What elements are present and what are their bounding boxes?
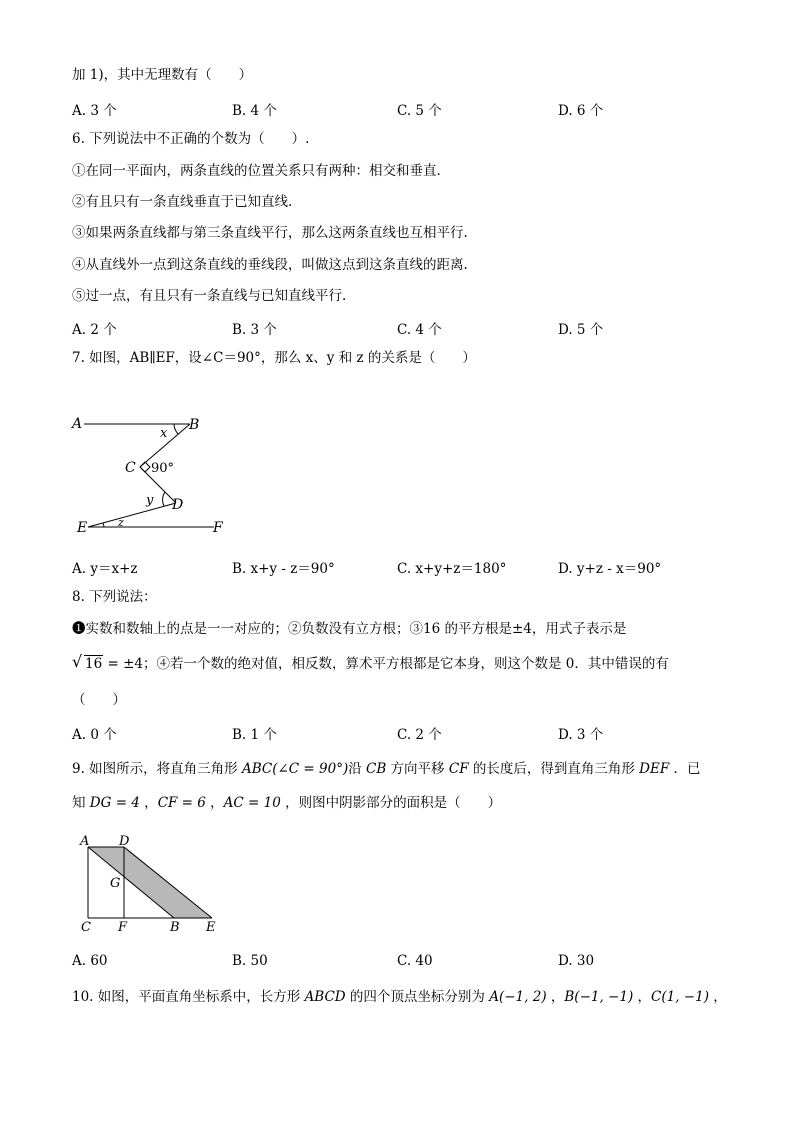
q9-math-angle: (∠C = 90°)	[272, 761, 349, 777]
angle-x-arc	[174, 424, 178, 434]
q9-option-b: B. 50	[232, 953, 268, 969]
q6-option-c: C. 4 个	[397, 322, 442, 338]
q9-option-c: C. 40	[397, 953, 433, 969]
label-angle-90: 90°	[151, 461, 175, 476]
q6-statement-2: ②有且只有一条直线垂直于已知直线.	[72, 194, 293, 210]
label-b: B	[170, 920, 180, 935]
sqrt-expression: √ 16	[72, 652, 103, 672]
q10-text: 10. 如图，平面直角坐标系中，长方形	[72, 989, 305, 1005]
q9-math-cb: CB	[366, 761, 387, 777]
q9-math-def: DEF	[639, 761, 670, 777]
label-f: F	[118, 920, 128, 935]
label-c: C	[81, 920, 91, 935]
q8-option-d: D. 3 个	[558, 727, 604, 743]
q10-text: ，	[546, 989, 565, 1005]
q7-options	[72, 557, 722, 575]
q7-stem: 7. 如图，AB∥EF，设∠C＝90°，那么 x、y 和 z 的关系是（ ）	[72, 350, 476, 366]
q5-option-b: B. 4 个	[232, 103, 277, 119]
sqrt-radicand: 16	[85, 656, 103, 672]
q9-option-a: A. 60	[72, 953, 108, 969]
q9-text: 9. 如图所示，将直角三角形	[72, 761, 242, 777]
segment-de	[88, 503, 176, 527]
q6-option-b: B. 3 个	[232, 322, 277, 338]
label-z: z	[118, 516, 124, 529]
angle-z-arc	[103, 523, 104, 527]
q10-coord-c: C(1, −1)	[651, 989, 709, 1005]
shaded-region	[88, 847, 212, 918]
q8-line-2	[72, 652, 669, 673]
q7-option-d: D. y+z - x＝90°	[558, 561, 662, 577]
q7-option-a: A. y＝x+z	[72, 561, 138, 577]
q9-math-dg: DG = 4	[89, 795, 140, 811]
q8-line-3: （ ）	[72, 692, 126, 708]
label-a: A	[80, 834, 90, 849]
label-e: E	[206, 920, 216, 935]
q8-line-1: ❶实数和数轴上的点是一一对应的；②负数没有立方根；③16 的平方根是±4，用式子表示是	[72, 621, 627, 637]
label-a: A	[72, 416, 83, 432]
q5-option-a: A. 3 个	[72, 103, 117, 119]
q9-text: ，	[139, 795, 158, 811]
q5-option-c: C. 5 个	[397, 103, 442, 119]
q10-math-abcd: ABCD	[304, 989, 346, 1005]
q10-text: ，	[633, 989, 652, 1005]
q9-math-cf-value: CF = 6	[157, 795, 206, 811]
q9-math-cf: CF	[448, 761, 469, 777]
q8-option-b: B. 1 个	[232, 727, 277, 743]
label-d: D	[172, 497, 184, 513]
q6-statement-5: ⑤过一点，有且只有一条直线与已知直线平行.	[72, 288, 347, 304]
q9-text: 的长度后，得到直角三角形	[468, 761, 640, 777]
q9-option-d: D. 30	[558, 953, 595, 969]
q5-option-d: D. 6 个	[558, 103, 604, 119]
q9-line-2	[72, 794, 501, 812]
q5-tail: 加 1)，其中无理数有（ ）	[72, 67, 253, 83]
q9-math-ac: AC = 10	[223, 795, 281, 811]
q7-option-c: C. x+y+z＝180°	[397, 561, 507, 577]
q8-option-c: C. 2 个	[397, 727, 442, 743]
label-c: C	[125, 460, 136, 476]
q9-text: ，	[205, 795, 224, 811]
q8-line-2-rest: = ±4；④若一个数的绝对值，相反数，算术平方根都是它本身，则这个数是 0．其中错误的有	[107, 656, 669, 672]
q6-stem: 6. 下列说法中不正确的个数为（ ）.	[72, 131, 310, 147]
q10-coord-b: B(−1, −1)	[564, 989, 634, 1005]
label-x: x	[160, 426, 168, 441]
label-g: G	[110, 876, 121, 891]
q9-text: 知	[72, 795, 90, 811]
q8-stem: 8. 下列说法：	[72, 589, 157, 605]
q6-option-a: A. 2 个	[72, 322, 117, 338]
q9-text: ．已	[669, 761, 701, 777]
label-y: y	[146, 493, 154, 508]
label-f: F	[213, 520, 223, 536]
q9-text: 方向平移	[386, 761, 449, 777]
q8-option-a: A. 0 个	[72, 727, 117, 743]
label-e: E	[77, 520, 88, 536]
q7-figure	[68, 410, 238, 540]
q7-option-b: B. x+y - z＝90°	[232, 561, 335, 577]
label-b: B	[189, 417, 200, 433]
q10-text: 的四个顶点坐标分别为	[345, 989, 490, 1005]
q6-statement-4: ④从直线外一点到这条直线的垂线段，叫做这点到这条直线的距离.	[72, 257, 468, 273]
q5-options	[72, 99, 722, 117]
q6-statement-3: ③如果两条直线都与第三条直线平行，那么这两条直线也互相平行.	[72, 225, 468, 241]
angle-y-arc	[163, 492, 165, 506]
q9-text: ，则图中阴影部分的面积是（ ）	[280, 795, 502, 811]
q9-math-abc: ABC	[241, 761, 273, 777]
q10-coord-a: A(−1, 2)	[489, 989, 547, 1005]
q9-line-1	[72, 760, 701, 778]
q10-stem	[72, 988, 727, 1006]
q6-options	[72, 318, 722, 336]
q9-figure	[72, 828, 232, 936]
label-d: D	[119, 834, 130, 849]
q8-options	[72, 723, 722, 741]
q9-text: 沿	[348, 761, 367, 777]
q6-option-d: D. 5 个	[558, 322, 604, 338]
right-angle-mark	[140, 462, 150, 472]
q10-text: ，	[708, 989, 727, 1005]
q6-statement-1: ①在同一平面内，两条直线的位置关系只有两种：相交和垂直.	[72, 163, 441, 179]
q9-options	[72, 953, 722, 971]
